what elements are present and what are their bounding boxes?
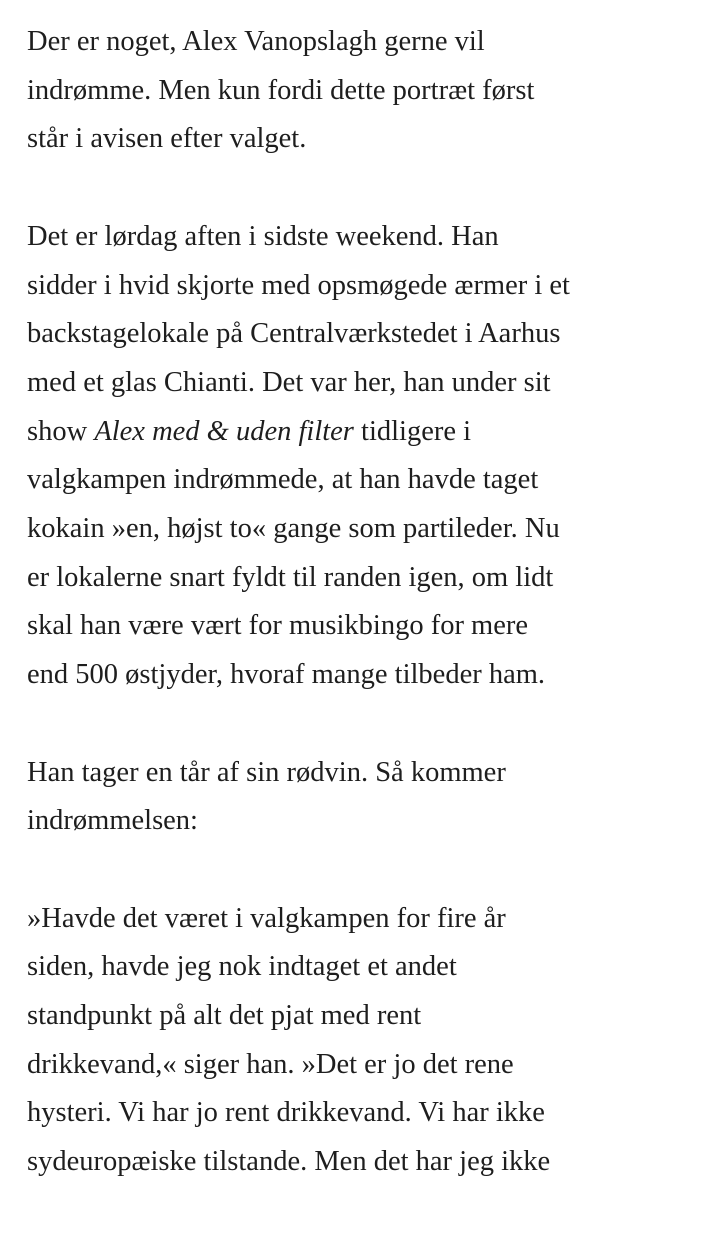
text-line: backstagelokale på Centralværkstedet i Aarhus bbox=[27, 318, 561, 350]
show-title: Alex med & uden filter bbox=[94, 415, 354, 447]
text-line: hysteri. Vi har jo rent drikkevand. Vi har ikke bbox=[27, 1097, 545, 1129]
text-line: sydeuropæiske tilstande. Men det har jeg ikke bbox=[27, 1146, 551, 1178]
text-segment: show bbox=[27, 415, 95, 447]
paragraph-3 bbox=[27, 749, 687, 846]
text-line: Det er lørdag aften i sidste weekend. Han bbox=[27, 220, 499, 252]
text-line: Der er noget, Alex Vanopslagh gerne vil bbox=[27, 26, 485, 57]
text-line: med et glas Chianti. Det var her, han under sit bbox=[27, 366, 551, 398]
text-segment: tidligere i bbox=[353, 415, 472, 447]
text-line: indrømme. Men kun fordi dette portræt først bbox=[27, 74, 535, 106]
paragraph-1 bbox=[27, 18, 687, 164]
text-line: standpunkt på alt det pjat med rent bbox=[27, 1000, 422, 1032]
text-line: indrømmelsen: bbox=[27, 805, 198, 837]
text-line: står i avisen efter valget. bbox=[27, 123, 307, 155]
text-line: end 500 østjyder, hvoraf mange tilbeder ham. bbox=[27, 659, 546, 691]
text-line: kokain »en, højst to« gange som partileder. Nu bbox=[27, 513, 560, 545]
text-line: skal han være vært for musikbingo for mere bbox=[27, 610, 529, 642]
text-line: drikkevand,« siger han. »Det er jo det rene bbox=[27, 1048, 514, 1080]
paragraph-4 bbox=[27, 895, 687, 1187]
text-line: siden, havde jeg nok indtaget et andet bbox=[27, 951, 457, 983]
text-line: Han tager en tår af sin rødvin. Så kommer bbox=[27, 756, 506, 788]
text-line: er lokalerne snart fyldt til randen igen, om lidt bbox=[27, 561, 554, 593]
article-body bbox=[27, 18, 687, 1236]
text-line: sidder i hvid skjorte med opsmøgede ærmer i et bbox=[27, 269, 570, 301]
text-line bbox=[27, 408, 687, 457]
paragraph-2 bbox=[27, 213, 687, 700]
text-line: valgkampen indrømmede, at han havde taget bbox=[27, 464, 539, 496]
text-line: »Havde det været i valgkampen for fire år bbox=[27, 902, 506, 934]
